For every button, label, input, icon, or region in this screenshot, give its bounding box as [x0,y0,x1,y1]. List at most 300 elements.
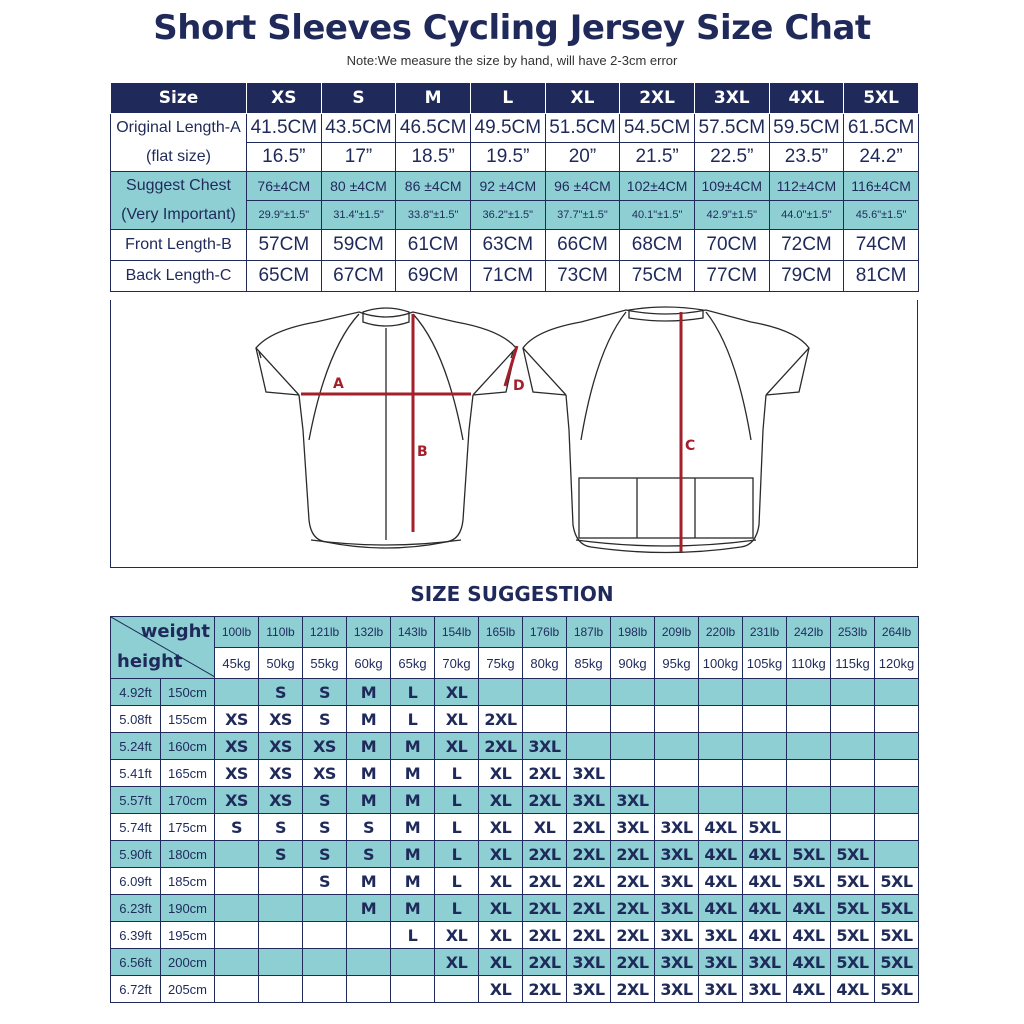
height-ft-cell: 5.90ft [111,841,161,868]
suggested-size-cell [303,895,347,922]
weight-lb-cell: 121lb [303,617,347,648]
suggested-size-cell: 3XL [611,787,655,814]
weight-kg-row [111,648,919,679]
suggested-size-cell: S [303,679,347,706]
suggest_chest-label: Suggest Chest [111,172,247,201]
suggested-size-cell: 3XL [699,922,743,949]
suggested-size-cell: 4XL [787,949,831,976]
suggested-size-cell [787,760,831,787]
suggested-size-cell: XS [215,787,259,814]
suggested-size-cell [655,760,699,787]
suggested-size-cell: XL [435,679,479,706]
original_length-inch-cell: 22.5” [694,143,769,172]
height-ft-cell: 5.24ft [111,733,161,760]
suggested-size-cell: 5XL [787,868,831,895]
suggested-size-cell: 3XL [567,976,611,1003]
suggest_chest-inch-cell: 40.1"±1.5" [620,201,695,230]
measure-a-label: A [333,376,344,392]
height-ft-cell: 5.41ft [111,760,161,787]
suggested-size-cell [303,949,347,976]
back_length-cell: 79CM [769,261,844,292]
weight-kg-cell: 75kg [479,648,523,679]
height-cm-cell: 160cm [161,733,215,760]
weight-kg-cell: 55kg [303,648,347,679]
suggested-size-cell [875,706,919,733]
suggested-size-cell [479,679,523,706]
suggested-size-cell: S [303,787,347,814]
suggested-size-cell: L [435,787,479,814]
suggested-size-cell [391,949,435,976]
suggested-size-cell: M [347,679,391,706]
suggest_chest-inch-cell: 37.7"±1.5" [545,201,620,230]
suggested-size-cell: 2XL [611,841,655,868]
front_length-label: Front Length-B [111,230,247,261]
suggest_chest-inch-cell: 44.0"±1.5" [769,201,844,230]
original_length-inch-cell: 17” [321,143,396,172]
suggested-size-cell [875,760,919,787]
suggested-size-cell: XL [435,733,479,760]
weight-axis-label: weight [140,621,210,642]
original_length-inch-cell: 24.2” [844,143,919,172]
suggested-size-cell [303,922,347,949]
suggested-size-cell [787,814,831,841]
height-ft-cell: 6.39ft [111,922,161,949]
suggested-size-cell: S [347,841,391,868]
suggest_chest-cm-cell: 92 ±4CM [470,172,545,201]
suggested-size-cell: 2XL [567,868,611,895]
original_length-cm-cell: 49.5CM [470,114,545,143]
suggested-size-cell: 3XL [567,949,611,976]
suggested-size-cell: XL [479,841,523,868]
suggest_chest-inch-cell: 31.4"±1.5" [321,201,396,230]
suggested-size-cell [743,760,787,787]
height-cm-cell: 205cm [161,976,215,1003]
suggested-size-cell: XS [215,760,259,787]
suggested-size-cell: 3XL [655,841,699,868]
suggested-size-cell: M [347,706,391,733]
original_length-inch-cell: 23.5” [769,143,844,172]
height-cm-cell: 155cm [161,706,215,733]
suggested-size-cell [743,733,787,760]
suggest_chest-sublabel: (Very Important) [111,201,247,230]
suggested-size-cell: 5XL [831,922,875,949]
height-cm-cell: 190cm [161,895,215,922]
suggested-size-cell: 2XL [611,976,655,1003]
measure-c-label: C [685,438,696,454]
suggested-size-cell: L [391,706,435,733]
suggested-size-cell [347,922,391,949]
suggested-size-cell: XS [215,733,259,760]
front_length-cell: 74CM [844,230,919,261]
weight-lb-cell: 176lb [523,617,567,648]
height-ft-cell: 5.57ft [111,787,161,814]
suggested-size-cell [699,760,743,787]
suggested-size-cell: S [347,814,391,841]
suggested-size-cell [655,787,699,814]
height-row [111,976,919,1003]
suggested-size-cell: 2XL [523,841,567,868]
height-cm-cell: 170cm [161,787,215,814]
suggested-size-cell: 5XL [831,841,875,868]
suggested-size-cell: 4XL [699,868,743,895]
size-suggestion-title: SIZE SUGGESTION [410,582,614,606]
suggest_chest-cm-cell: 112±4CM [769,172,844,201]
height-cm-cell: 200cm [161,949,215,976]
jersey-front-drawing [256,308,516,548]
suggested-size-cell [567,733,611,760]
height-row [111,868,919,895]
suggested-size-cell: 4XL [699,814,743,841]
suggested-size-cell [215,679,259,706]
suggest_chest-row-inch [111,201,919,230]
suggested-size-cell [831,679,875,706]
height-row [111,760,919,787]
size-header-xl: XL [545,83,620,114]
size-header-m: M [396,83,471,114]
suggest_chest-inch-cell: 45.6"±1.5" [844,201,919,230]
height-row [111,679,919,706]
suggested-size-cell [787,679,831,706]
suggested-size-cell [215,841,259,868]
suggested-size-cell: 2XL [567,841,611,868]
suggested-size-cell [523,679,567,706]
height-row [111,841,919,868]
weight-lb-cell: 220lb [699,617,743,648]
suggested-size-cell: M [391,895,435,922]
suggested-size-cell [743,787,787,814]
suggested-size-cell: 5XL [875,895,919,922]
suggested-size-cell: 2XL [479,733,523,760]
suggested-size-cell: 3XL [655,976,699,1003]
back_length-cell: 73CM [545,261,620,292]
front_length-cell: 63CM [470,230,545,261]
jersey-back-drawing [523,307,809,553]
suggested-size-cell: S [215,814,259,841]
size-header-s: S [321,83,396,114]
original_length-inch-cell: 16.5” [247,143,322,172]
height-cm-cell: 185cm [161,868,215,895]
back_length-cell: 75CM [620,261,695,292]
weight-lb-cell: 242lb [787,617,831,648]
suggested-size-cell: 5XL [787,841,831,868]
suggested-size-cell: XS [259,706,303,733]
height-row [111,949,919,976]
suggested-size-cell: XL [479,787,523,814]
suggested-size-cell [699,679,743,706]
suggested-size-cell: 5XL [831,868,875,895]
weight-kg-cell: 110kg [787,648,831,679]
suggested-size-cell: S [303,706,347,733]
suggested-size-cell: S [303,814,347,841]
suggested-size-cell: XL [435,949,479,976]
page-title: Short Sleeves Cycling Jersey Size Chat [153,8,871,48]
suggested-size-cell: XS [215,706,259,733]
suggested-size-cell [215,868,259,895]
measurement-note: Note:We measure the size by hand, will have 2-3cm error [346,53,678,68]
suggested-size-cell: M [347,787,391,814]
height-row [111,733,919,760]
suggested-size-cell: 5XL [831,895,875,922]
suggested-size-cell: 4XL [831,976,875,1003]
size-header-5xl: 5XL [844,83,919,114]
original_length-cm-cell: 61.5CM [844,114,919,143]
suggested-size-cell: 2XL [523,922,567,949]
height-cm-cell: 165cm [161,760,215,787]
suggested-size-cell [875,814,919,841]
original_length-cm-cell: 57.5CM [694,114,769,143]
suggested-size-cell: 2XL [523,868,567,895]
size-header-row [111,83,919,114]
suggested-size-cell: S [303,868,347,895]
suggested-size-cell: 3XL [523,733,567,760]
suggested-size-cell: XL [479,814,523,841]
suggested-size-cell: XL [479,895,523,922]
original_length-sublabel: (flat size) [111,143,247,172]
suggest_chest-cm-cell: 102±4CM [620,172,695,201]
weight-kg-cell: 45kg [215,648,259,679]
suggested-size-cell [347,949,391,976]
height-ft-cell: 6.72ft [111,976,161,1003]
original_length-inch-cell: 21.5” [620,143,695,172]
suggested-size-cell: XL [435,922,479,949]
back_length-cell: 69CM [396,261,471,292]
front_length-cell: 70CM [694,230,769,261]
front_length-cell: 72CM [769,230,844,261]
suggested-size-cell: 2XL [611,949,655,976]
size-chart-table [110,82,919,292]
suggested-size-cell: M [391,760,435,787]
suggested-size-cell: L [435,868,479,895]
suggested-size-cell: S [259,679,303,706]
suggested-size-cell [655,679,699,706]
suggested-size-cell: M [347,895,391,922]
suggested-size-cell [831,787,875,814]
size-header-label: Size [111,83,247,114]
suggested-size-cell: 4XL [787,922,831,949]
suggest_chest-inch-cell: 29.9"±1.5" [247,201,322,230]
suggested-size-cell: S [259,841,303,868]
suggest_chest-cm-cell: 86 ±4CM [396,172,471,201]
weight-lb-cell: 198lb [611,617,655,648]
suggested-size-cell [215,895,259,922]
suggested-size-cell [215,922,259,949]
height-ft-cell: 5.08ft [111,706,161,733]
back_length-cell: 65CM [247,261,322,292]
front_length-cell: 59CM [321,230,396,261]
height-ft-cell: 6.09ft [111,868,161,895]
suggested-size-cell: 4XL [699,895,743,922]
height-cm-cell: 180cm [161,841,215,868]
suggested-size-cell [743,706,787,733]
height-ft-cell: 6.23ft [111,895,161,922]
suggested-size-cell [523,706,567,733]
size-header-xs: XS [247,83,322,114]
weight-height-corner [111,617,215,679]
measure-d-label: D [513,378,525,394]
original_length-cm-cell: 41.5CM [247,114,322,143]
suggested-size-cell: 3XL [655,949,699,976]
suggested-size-cell [259,949,303,976]
suggested-size-cell: L [435,760,479,787]
weight-lb-cell: 165lb [479,617,523,648]
jersey-measurement-diagram [110,300,918,568]
suggested-size-cell [787,787,831,814]
suggested-size-cell [259,922,303,949]
suggested-size-cell [655,733,699,760]
size-suggestion-table [110,616,919,1003]
original_length-cm-cell: 46.5CM [396,114,471,143]
suggested-size-cell: 2XL [523,949,567,976]
original_length-cm-cell: 43.5CM [321,114,396,143]
front_length-cell: 57CM [247,230,322,261]
suggested-size-cell: L [391,679,435,706]
suggested-size-cell: 2XL [523,760,567,787]
suggested-size-cell [611,706,655,733]
suggested-size-cell: 2XL [611,922,655,949]
suggested-size-cell [699,733,743,760]
suggested-size-cell: 3XL [743,949,787,976]
weight-lb-cell: 100lb [215,617,259,648]
measure-b-label: B [417,444,428,460]
suggested-size-cell: M [391,841,435,868]
suggested-size-cell: S [259,814,303,841]
suggested-size-cell: XL [479,868,523,895]
suggested-size-cell [831,733,875,760]
weight-kg-cell: 100kg [699,648,743,679]
weight-kg-cell: 65kg [391,648,435,679]
suggested-size-cell [567,706,611,733]
suggested-size-cell [787,706,831,733]
suggested-size-cell [259,976,303,1003]
original_length-inch-cell: 19.5” [470,143,545,172]
back_length-cell: 71CM [470,261,545,292]
suggested-size-cell [611,760,655,787]
suggested-size-cell: 3XL [655,868,699,895]
height-ft-cell: 6.56ft [111,949,161,976]
suggested-size-cell: XL [479,922,523,949]
weight-kg-cell: 60kg [347,648,391,679]
weight-kg-cell: 70kg [435,648,479,679]
height-ft-cell: 4.92ft [111,679,161,706]
suggested-size-cell [875,787,919,814]
suggested-size-cell: 2XL [523,787,567,814]
suggested-size-cell [699,706,743,733]
weight-kg-cell: 50kg [259,648,303,679]
suggested-size-cell: 5XL [875,922,919,949]
original_length-cm-cell: 54.5CM [620,114,695,143]
suggest_chest-cm-cell: 96 ±4CM [545,172,620,201]
suggest_chest-cm-cell: 116±4CM [844,172,919,201]
original_length-inch-cell: 20” [545,143,620,172]
original_length-label: Original Length-A [111,114,247,143]
suggested-size-cell [567,679,611,706]
weight-lb-cell: 264lb [875,617,919,648]
back_length-row [111,261,919,292]
suggested-size-cell: M [347,733,391,760]
suggested-size-cell [259,895,303,922]
suggest_chest-inch-cell: 33.8"±1.5" [396,201,471,230]
front_length-cell: 61CM [396,230,471,261]
suggested-size-cell: M [391,814,435,841]
suggested-size-cell [875,841,919,868]
suggested-size-cell: 5XL [875,976,919,1003]
suggest_chest-row-cm [111,172,919,201]
suggested-size-cell: S [303,841,347,868]
suggested-size-cell [831,814,875,841]
suggested-size-cell: 3XL [699,949,743,976]
suggested-size-cell [215,949,259,976]
suggested-size-cell [699,787,743,814]
height-row [111,922,919,949]
suggested-size-cell: 4XL [743,868,787,895]
original_length-cm-cell: 59.5CM [769,114,844,143]
suggested-size-cell [611,733,655,760]
height-row [111,814,919,841]
suggested-size-cell: L [435,814,479,841]
suggested-size-cell: 3XL [655,814,699,841]
original_length-inch-cell: 18.5” [396,143,471,172]
weight-lb-cell: 154lb [435,617,479,648]
suggest_chest-cm-cell: 109±4CM [694,172,769,201]
suggested-size-cell: 5XL [831,949,875,976]
suggested-size-cell: XL [523,814,567,841]
suggested-size-cell [303,976,347,1003]
front_length-row [111,230,919,261]
suggested-size-cell: XS [303,733,347,760]
back_length-cell: 81CM [844,261,919,292]
weight-lb-cell: 231lb [743,617,787,648]
suggested-size-cell: 3XL [567,760,611,787]
suggest_chest-inch-cell: 42.9"±1.5" [694,201,769,230]
suggested-size-cell: L [435,895,479,922]
original_length-cm-cell: 51.5CM [545,114,620,143]
suggested-size-cell [655,706,699,733]
suggested-size-cell: 2XL [567,895,611,922]
weight-kg-cell: 90kg [611,648,655,679]
weight-kg-cell: 80kg [523,648,567,679]
weight-kg-cell: 85kg [567,648,611,679]
back_length-cell: 67CM [321,261,396,292]
suggested-size-cell: M [391,868,435,895]
suggested-size-cell: 5XL [875,868,919,895]
suggested-size-cell: M [347,760,391,787]
measurement-lines [301,312,681,552]
suggested-size-cell [347,976,391,1003]
height-row [111,787,919,814]
height-row [111,706,919,733]
suggested-size-cell: XS [259,760,303,787]
suggested-size-cell: 3XL [567,787,611,814]
original_length-row-cm [111,114,919,143]
suggest_chest-cm-cell: 76±4CM [247,172,322,201]
suggested-size-cell: M [391,733,435,760]
suggested-size-cell: 2XL [567,922,611,949]
suggested-size-cell: 3XL [655,895,699,922]
suggested-size-cell: 2XL [611,868,655,895]
suggested-size-cell: XL [435,706,479,733]
suggested-size-cell: M [347,868,391,895]
suggested-size-cell: XL [479,976,523,1003]
suggested-size-cell: 4XL [699,841,743,868]
suggested-size-cell [215,976,259,1003]
suggested-size-cell: L [391,922,435,949]
height-cm-cell: 150cm [161,679,215,706]
height-cm-cell: 175cm [161,814,215,841]
suggested-size-cell [875,733,919,760]
suggested-size-cell: XS [259,733,303,760]
weight-kg-cell: 95kg [655,648,699,679]
weight-lb-cell: 132lb [347,617,391,648]
